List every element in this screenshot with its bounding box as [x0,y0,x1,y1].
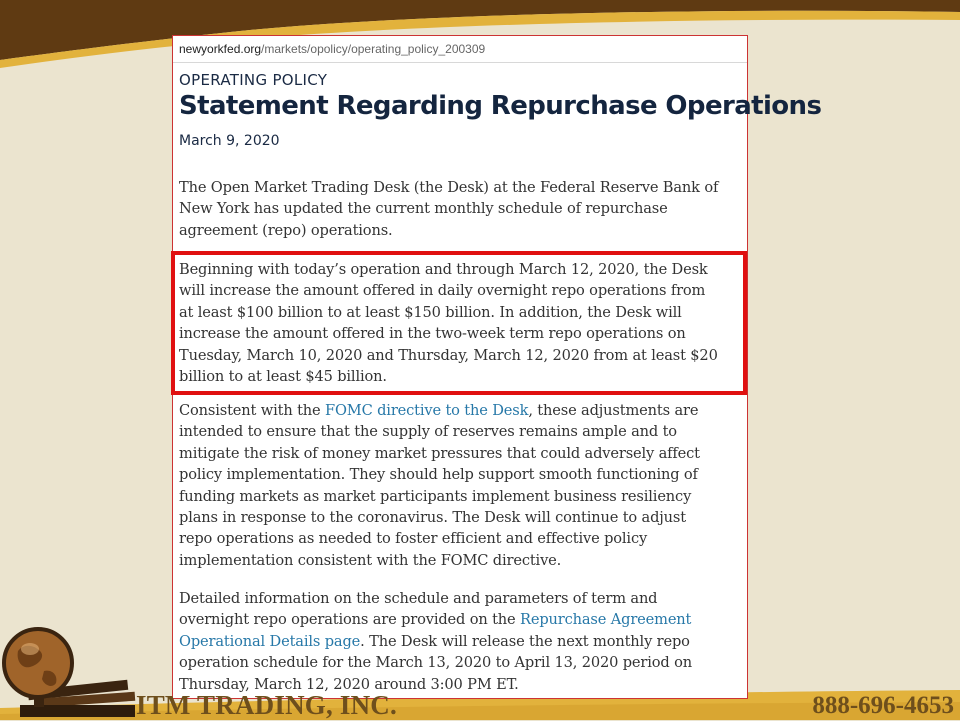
repo-details-link[interactable]: Repurchase Agreement [520,611,692,629]
highlight-box [171,251,747,395]
paragraph-line: Beginning with today’s operation and through March 12, 2020, the Desk [179,261,708,278]
publish-date: March 9, 2020 [179,133,280,149]
text-run: , these adjustments are [528,402,699,419]
paragraph-line: Thursday, March 12, 2020 around 3:00 PM ET. [179,675,519,693]
paragraph-line [179,400,745,421]
fomc-directive-link[interactable]: FOMC directive to the Desk [325,402,529,419]
text-run: overnight repo operations are provided on the [179,611,521,629]
paragraph-3 [179,400,745,571]
url-bar[interactable] [173,36,747,63]
paragraph-4 [179,588,745,695]
url-path: /markets/opolicy/operating_policy_200309 [261,42,486,56]
paragraph-line: plans in response to the coronavirus. The Desk will continue to adjust [179,509,686,527]
paragraph-line: repo operations as needed to foster efficient and effective policy [179,530,648,548]
paragraph-line: New York has updated the current monthly schedule of repurchase [179,200,668,218]
paragraph-line: policy implementation. They should help support smooth functioning of [179,466,698,484]
paragraph-line: agreement (repo) operations. [179,221,393,239]
paragraph-line: mitigate the risk of money market pressures that could adversely affect [179,444,700,462]
paragraph-line [179,631,745,652]
paragraph-line: Tuesday, March 10, 2020 and Thursday, March 12, 2020 from at least $20 [179,346,718,364]
page-title: Statement Regarding Repurchase Operations [179,91,822,121]
paragraph-line: at least $100 billion to at least $150 billion. In addition, the Desk will [179,303,682,321]
text-run: Consistent with the [179,402,326,419]
paragraph-line: Detailed information on the schedule and parameters of term and [179,590,658,607]
paragraph-line: operation schedule for the March 13, 2020 to April 13, 2020 period on [179,654,692,672]
paragraph-line: The Open Market Trading Desk (the Desk) at the Federal Reserve Bank of [179,179,719,196]
url-host: newyorkfed.org [179,42,262,56]
repo-details-link-continued[interactable]: Operational Details page [179,632,361,650]
paragraph-line: will increase the amount offered in daily overnight repo operations from [179,282,706,300]
paragraph-line: intended to ensure that the supply of reserves remains ample and to [179,423,677,441]
globe-icon [0,615,140,720]
section-kicker: OPERATING POLICY [179,71,328,89]
paragraph-line [179,609,745,630]
phone-number: 888-696-4653 [812,692,954,719]
paragraph-line: increase the amount offered in the two-week term repo operations on [179,325,686,343]
text-run: . The Desk will release the next monthly repo [360,632,690,650]
paragraph-line: billion to at least $45 billion. [179,368,387,386]
paragraph-line: implementation consistent with the FOMC directive. [179,551,562,569]
company-name: ITM TRADING, INC. [136,690,397,720]
paragraph-line: funding markets as market participants implement business resiliency [179,487,692,505]
paragraph-1 [179,177,745,241]
